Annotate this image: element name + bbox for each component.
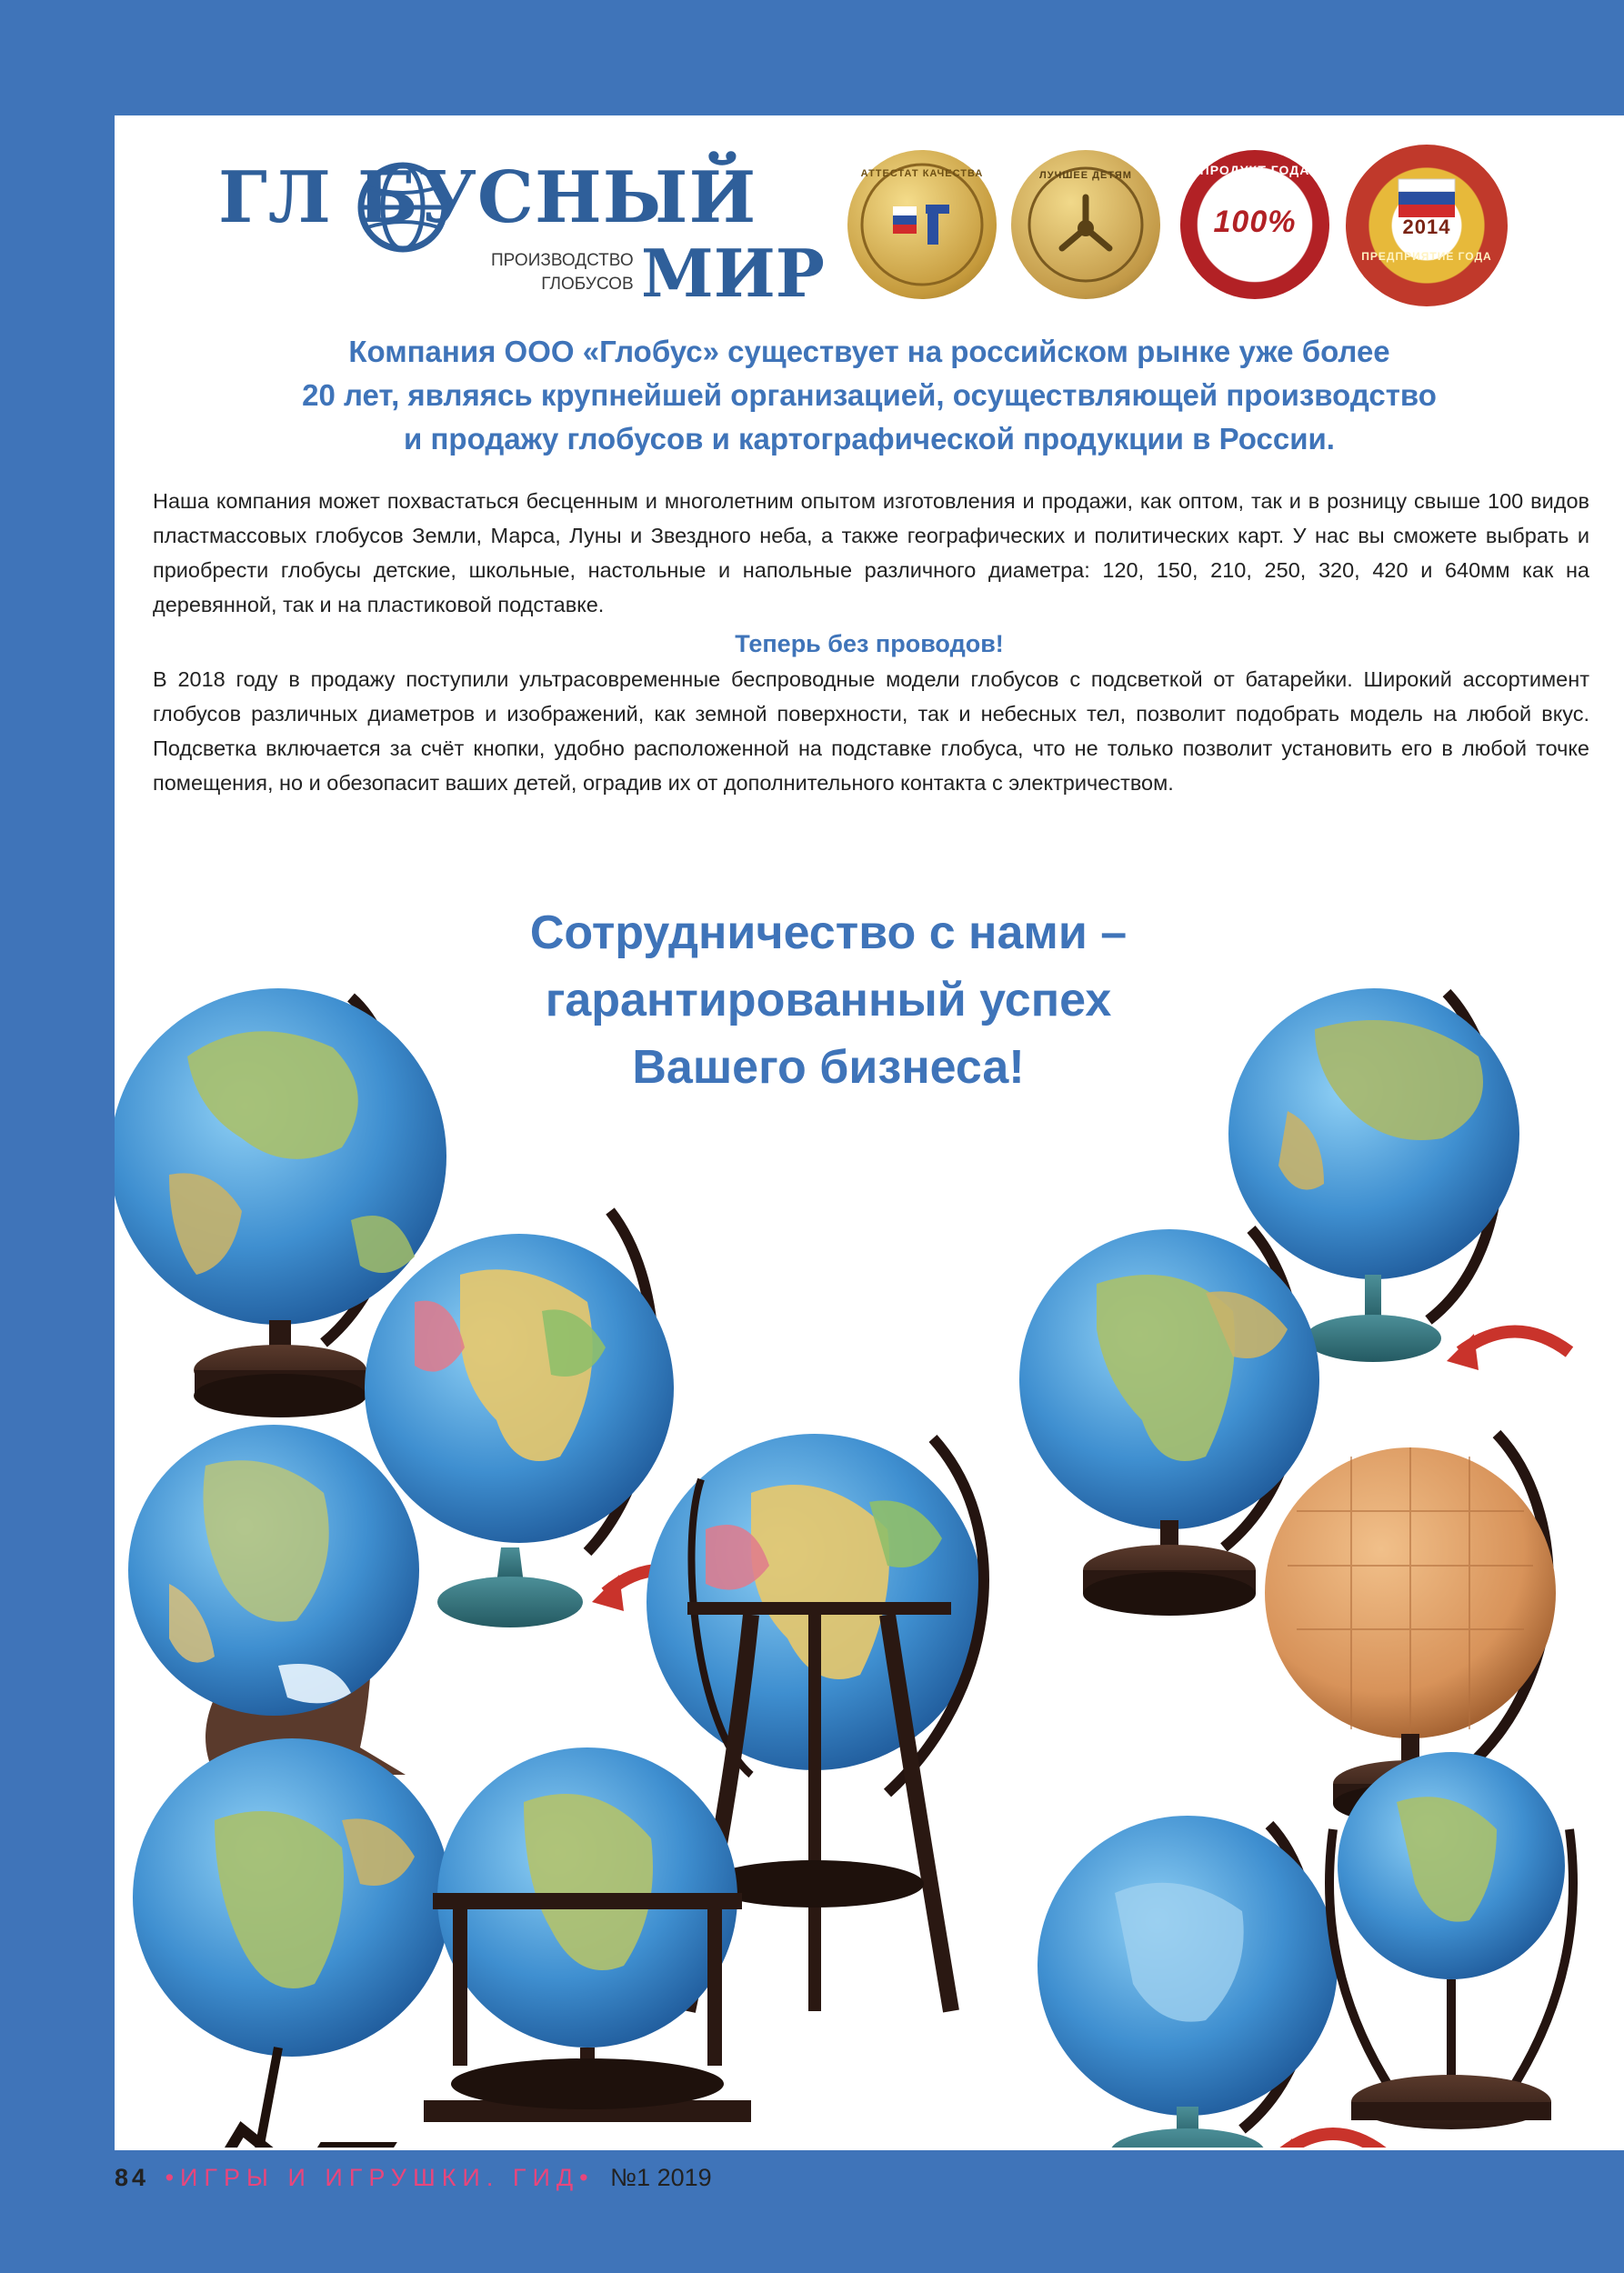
rostest-medal: [847, 150, 997, 299]
globe-physical-rod-stand: [133, 1738, 451, 2148]
slogan-line: Сотрудничество с нами –: [529, 906, 1128, 959]
company-description-paragraph: Наша компания может похвастаться бесценным и многолетним опытом изготовления и продажи, как оптом, так и в розницу свыше 100 видов пластмассовых глобусов Земли, Марса, Луны и Звездного неба, а также географических и политических карт. У нас вы сможете выбрать и приобрести глобусы детские, школьные, настольные и напольные различного диаметра: 120, 150, 210, 250, 320, 420 и 640мм как на деревянной, так и на пластиковой подставке.: [153, 489, 1589, 616]
slogan-line: Вашего бизнеса!: [632, 1041, 1025, 1094]
wireless-description-paragraph: В 2018 году в продажу поступили ультрасовременные беспроводные модели глобусов с подсветкой от батарейки. Широкий ассортимент глобусов различных диаметров и изображений, как земной поверхности, так и небесных тел, позволит подобрать модель на любой вкус. Подсветка включается за счёт кнопки, удобно расположенной на подставке глобуса, что не только позволит установить его в любой точке помещения, но и обезопасит ваших детей, оградив их от дополнительного контакта с электричеством.: [153, 667, 1589, 795]
globe-tall-oval-stand: [1329, 1752, 1573, 2129]
company-intro-heading: [151, 330, 1588, 461]
medal-label: ЛУЧШЕЕ ДЕТЯМ: [1039, 170, 1132, 181]
globe-floor-wooden-stand: [424, 1747, 751, 2111]
medal-value: 100%: [1213, 205, 1297, 239]
medal-year: 2014: [1402, 215, 1451, 238]
logo-title: ГЛ БУСНЫЙ: [218, 156, 757, 239]
slogan-line: гарантированный успех: [545, 974, 1112, 1026]
globe-illustrated-bent-stand: [128, 1425, 419, 1775]
globus-mir-logo: [218, 156, 837, 335]
medal-label: ПРЕДПРИЯТИЕ ГОДА: [1361, 250, 1492, 263]
wireless-subheading: Теперь без проводов!: [735, 630, 1004, 657]
page: [115, 115, 1624, 2150]
globe-teal-base-bottom: [1038, 1816, 1388, 2148]
intro-line: 20 лет, являясь крупнейшей организацией, осуществляющей производство: [302, 378, 1437, 412]
globes-photo-collage: [115, 875, 1624, 2148]
magazine-title: •ИГРЫ И ИГРУШКИ. ГИД•: [165, 2164, 595, 2191]
enterprise-of-year-medal: [1346, 145, 1508, 306]
logo-subtitle: [491, 249, 634, 296]
product-of-year-medal: [1180, 150, 1329, 299]
intro-line: и продажу глобусов и картографической продукции в России.: [404, 422, 1335, 456]
medal-year: 2014: [1238, 266, 1271, 281]
page-number: 84: [115, 2164, 150, 2191]
award-medals: [847, 150, 1566, 305]
logo-globe-icon: [353, 157, 453, 257]
logo-subtitle-line: ПРОИЗВОДСТВО: [491, 251, 634, 270]
medal-label: ПРОДУКТ ГОДА: [1199, 163, 1310, 177]
medal-label: АТТЕСТАТ КАЧЕСТВА: [860, 168, 984, 179]
best-for-kids-medal: [1011, 150, 1160, 299]
issue-number: №1 2019: [610, 2164, 712, 2191]
logo-word-mir: МИР: [641, 235, 825, 312]
page-footer: [115, 2150, 1624, 2205]
intro-line: Компания ООО «Глобус» существует на российском рынке уже более: [348, 335, 1390, 368]
logo-subtitle-line: ГЛОБУСОВ: [541, 275, 634, 294]
